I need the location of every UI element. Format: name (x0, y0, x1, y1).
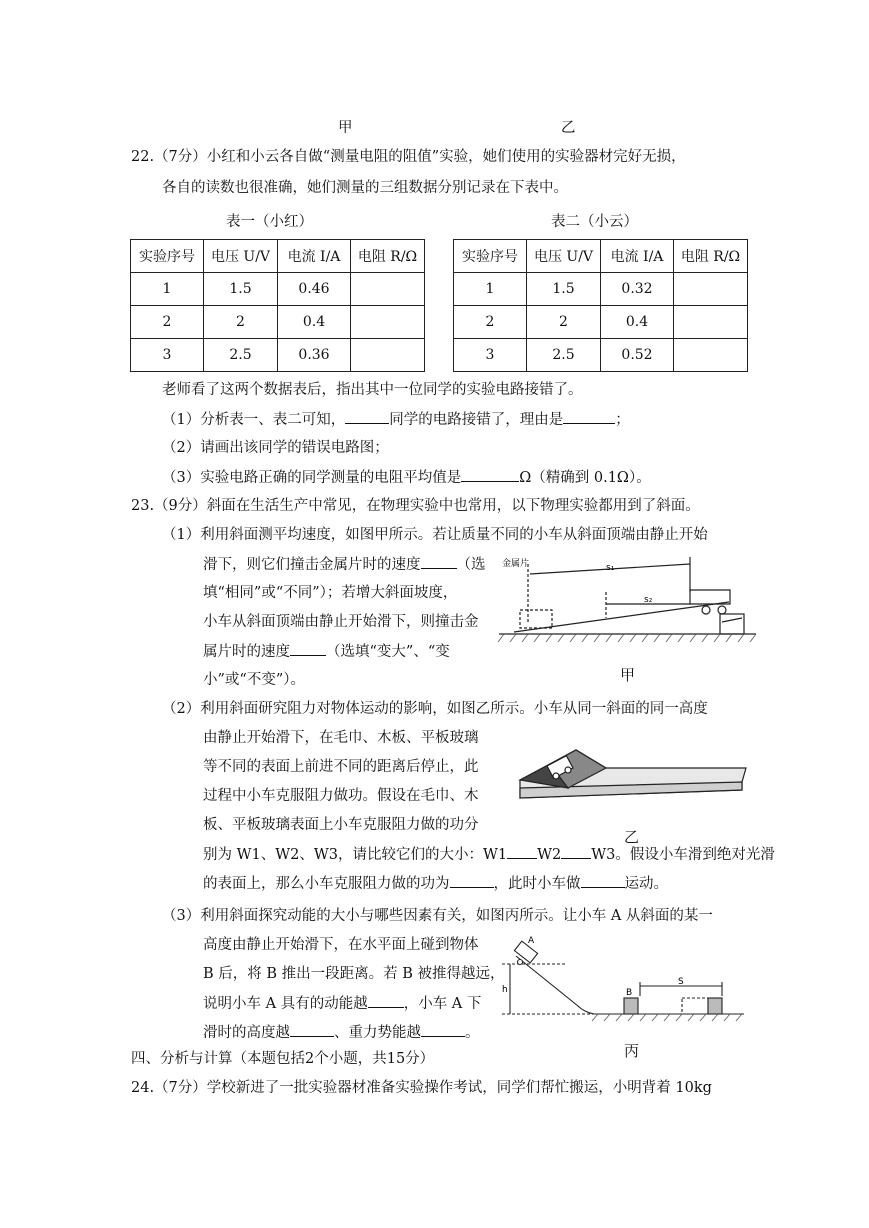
q23-s3-line4: 说明小车 A 具有的动能越 ，小车 A 下 (203, 993, 481, 1014)
answer-blank[interactable] (421, 554, 457, 569)
table1-cell: 3 (131, 339, 204, 372)
figure-yi-caption: 乙 (624, 828, 640, 846)
q22-stem-line2: 各自的读数也很准确，她们测量的三组数据分别记录在下表中。 (162, 180, 568, 196)
q24-stem: 24.（7分）学校新进了一批实验器材准备实验操作考试，同学们帮忙搬运，小明背着 10kg (131, 1080, 712, 1096)
table1-cell: 2 (204, 306, 278, 339)
label-height-h: h (502, 985, 508, 995)
q22-stem-line1: 22.（7分）小红和小云各自做“测量电阻的阻值”实验，她们使用的实验器材完好无损， (131, 149, 686, 165)
q23-s1-line4: 小车从斜面顶端由静止开始滑下，则撞击金 (203, 614, 479, 630)
figure-label-yi: 乙 (561, 120, 576, 136)
q22-part1: （1）分析表一、表二可知， 同学的电路接错了，理由是 ； (162, 409, 630, 430)
answer-blank[interactable] (561, 844, 591, 859)
table2-cell (674, 339, 748, 372)
q22-part3: （3）实验电路正确的同学测量的电阻平均值是 Ω（精确到 0.1Ω）。 (162, 467, 651, 488)
table2-cell: 3 (454, 339, 527, 372)
q23-s3-line1: （3）利用斜面探究动能的大小与哪些因素有关，如图丙所示。让小车 A 从斜面的某一 (162, 908, 713, 924)
table1-cell (351, 273, 425, 306)
answer-blank[interactable] (461, 467, 519, 482)
figure-jia-incline (494, 552, 764, 652)
table2-cell: 0.32 (601, 273, 674, 306)
q23-s3-line2: 高度由静止开始滑下，在水平面上碰到物体 (203, 937, 479, 953)
q23-stem: 23.（9分）斜面在生活生产中常见，在物理实验中也常用，以下物理实验都用到了斜面。 (131, 498, 700, 514)
label-s2: s₂ (644, 595, 653, 605)
label-metal-sheet: 金属片 (502, 559, 530, 569)
table1 (130, 239, 425, 372)
answer-blank[interactable] (368, 993, 404, 1008)
table2-cell: 1 (454, 273, 527, 306)
figure-label-jia: 甲 (338, 120, 353, 136)
table2-cell (674, 273, 748, 306)
q23-s2-line6: 别为 W1、W2、W3，请比较它们的大小：W1 W2 W3。假设小车滑到绝对光滑 (203, 844, 775, 865)
figure-bing-collision (498, 934, 750, 1024)
q23-s2-line2: 由静止开始滑下，在毛巾、木板、平板玻璃 (203, 730, 479, 746)
q23-s1-line2: 滑下，则它们撞击金属片时的速度 （选 (203, 554, 486, 575)
q22-teacher: 老师看了这两个数据表后，指出其中一位同学的实验电路接错了。 (162, 382, 583, 398)
q23-s2-line5: 板、平板玻璃表面上小车克服阻力做的功分 (203, 817, 479, 833)
table2-cell: 2 (527, 306, 601, 339)
figure-yi-ramp (516, 738, 756, 810)
q23-s1-line1: （1）利用斜面测平均速度，如图甲所示。若让质量不同的小车从斜面顶端由静止开始 (162, 527, 708, 543)
table1-header: 电阻 R/Ω (351, 240, 425, 273)
table1-cell: 1.5 (204, 273, 278, 306)
table2 (453, 239, 748, 372)
answer-blank[interactable] (507, 844, 537, 859)
table2-header: 电流 I/A (601, 240, 674, 273)
q23-s1-line5: 属片时的速度 （选填“变大”、“变 (203, 641, 450, 662)
q23-s2-line3: 等不同的表面上前进不同的距离后停止，此 (203, 759, 479, 775)
table2-cell (674, 306, 748, 339)
answer-blank[interactable] (345, 409, 389, 424)
q23-s3-line3: B 后，将 B 推出一段距离。若 B 被推得越远， (203, 966, 505, 982)
answer-blank[interactable] (290, 1022, 334, 1037)
section4-heading: 四、分析与计算（本题包括2个小题，共15分） (131, 1051, 435, 1067)
table1-header: 电流 I/A (278, 240, 351, 273)
table1-cell (351, 306, 425, 339)
table1-cell: 0.46 (278, 273, 351, 306)
answer-blank[interactable] (421, 1022, 465, 1037)
table1-cell: 0.4 (278, 306, 351, 339)
table2-header: 电压 U/V (527, 240, 601, 273)
answer-blank[interactable] (290, 641, 326, 656)
answer-blank[interactable] (581, 873, 625, 888)
figure-bing-caption: 丙 (624, 1042, 640, 1060)
q23-s2-line4: 过程中小车克服阻力做功。假设在毛巾、木 (203, 788, 479, 804)
answer-blank[interactable] (450, 873, 494, 888)
q23-s1-line6: 小”或“不变”）。 (203, 672, 305, 688)
label-s1: s₁ (606, 563, 615, 573)
q23-s2-line1: （2）利用斜面研究阻力对物体运动的影响，如图乙所示。小车从同一斜面的同一高度 (162, 701, 708, 717)
q23-s1-line3: 填“相同”或“不同”）；若增大斜面坡度， (203, 585, 458, 601)
table2-cell: 0.52 (601, 339, 674, 372)
q23-s2-line7: 的表面上，那么小车克服阻力做的功为 ，此时小车做 运动。 (203, 873, 668, 894)
table1-cell: 2 (131, 306, 204, 339)
q23-s3-line5: 滑时的高度越 、重力势能越 。 (203, 1022, 480, 1043)
table2-cell: 0.4 (601, 306, 674, 339)
table2-header: 实验序号 (454, 240, 527, 273)
table1-cell: 1 (131, 273, 204, 306)
table1-cell (351, 339, 425, 372)
table2-cell: 1.5 (527, 273, 601, 306)
table2-cell: 2.5 (527, 339, 601, 372)
table2-cell: 2 (454, 306, 527, 339)
table1-cell: 2.5 (204, 339, 278, 372)
label-cart-A: A (528, 936, 535, 946)
table1-caption: 表一（小红） (226, 214, 313, 230)
q22-part2: （2）请画出该同学的错误电路图； (162, 440, 389, 456)
table1-header: 电压 U/V (204, 240, 278, 273)
figure-jia-caption: 甲 (620, 666, 636, 684)
label-block-B: B (626, 988, 633, 998)
table1-cell: 0.36 (278, 339, 351, 372)
table2-header: 电阻 R/Ω (674, 240, 748, 273)
answer-blank[interactable] (563, 409, 615, 424)
table1-header: 实验序号 (131, 240, 204, 273)
table2-caption: 表二（小云） (551, 214, 638, 230)
label-distance-S: S (678, 977, 684, 987)
